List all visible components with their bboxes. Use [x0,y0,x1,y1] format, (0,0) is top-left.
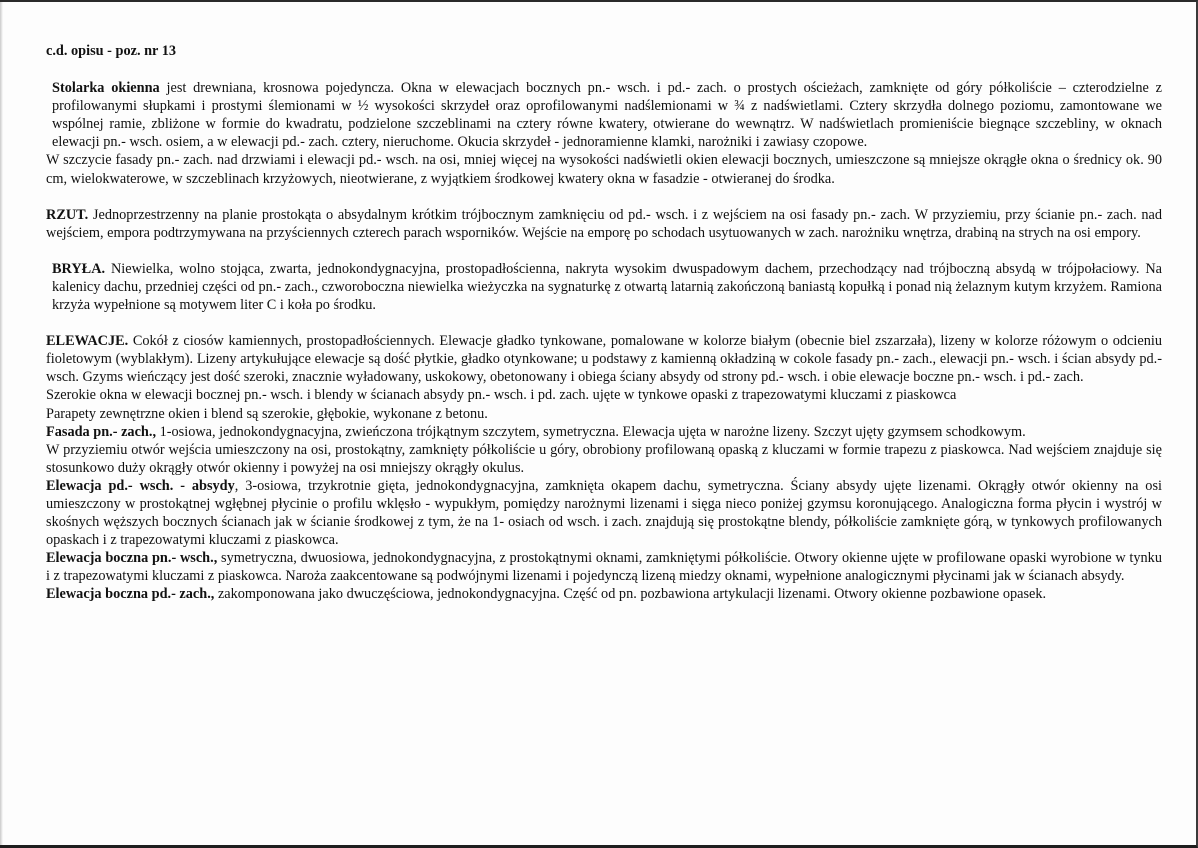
paragraph-fasada-wejscie: W przyziemiu otwór wejścia umieszczony na osi, prostokątny, zamknięty półkoliście u góry, obrobiony profilowaną opaską z kluczami w formie trapezu z piaskowca. Nad wejściem znajduje się stosunkowo duży okrągły otwór okienny i powyżej na osi mniejszy okrągły okulus. [46,441,1162,476]
paragraph-bryla-text: Niewielka, wolno stojąca, zwarta, jednokondygnacyjna, prostopadłościenna, nakryta wysokim dwuspadowym dachem, przechodzący nad trójboczną absydą w trójpołaciowy. Na kalenicy dachu, przedniej części od pn.- zach., czworoboczna niewielka wieżyczka na sygnaturkę z otwartą latarnią zakończoną baniastą kopułką i ponad nią żelaznym kutym krzyżem. Ramiona krzyża wypełnione są motywem liter C i koła po środku. [52,260,1162,314]
section-label-stolarka: Stolarka okienna [52,80,160,97]
page-title: c.d. opisu - poz. nr 13 [46,43,177,59]
subsection-label-fasada: Fasada pn.- zach., [46,423,157,440]
scan-edge-shadow [0,2,3,845]
paragraph-elewacja-pd-zach [46,585,1162,603]
paragraph-fasada [46,423,1162,441]
paragraph-elewacja-pd-wsch-text: , 3-osiowa, trzykrotnie gięta, jednokondygnacyjna, zamknięta okapem dachu, symetryczna. Ściany absydy ujęte lizenami. Okrągły otwór okienny na osi umieszczony w prostokątnej wgłębnej płycinie o profilu wklęsło - wypukłym, pomiędzy narożnymi lizenami i sięga nieco poniżej gzymsu koronującego. Analogiczna forma płycin i wystrój w skośnych węższych bocznych ścianach jak w ścianie środkowej z tym, że na 1- osiach od wsch. i zach. znajdują się prostokątne blendy, półkoliście zamknięte górą, w tynkowych profilowanych opaskach i z trapezowatymi kluczami z piaskowca. [46,477,1162,549]
paragraph-bryla [46,260,1162,314]
paragraph-stolarka-okna-okragle: W szczycie fasady pn.- zach. nad drzwiami i elewacji pd.- wsch. na osi, mniej więcej na wysokości nadświetli okien elewacji bocznych, umieszczone są mniejsze okrągłe okna o średnicy ok. 90 cm, wielokwaterowe, w szczeblinach krzyżowych, nieotwierane, z wyjątkiem środkowej kwatery okna w fasadzie - otwieranej do środka. [46,152,1162,187]
document-body [46,42,1162,604]
section-label-bryla: BRYŁA. [52,260,106,277]
paragraph-fasada-text: 1-osiowa, jednokondygnacyjna, zwieńczona trójkątnym szczytem, symetryczna. Elewacja ujęta w narożne lizeny. Szczyt ujęty gzymsem schodkowym. [156,423,1026,440]
paragraph-elewacja-pd-zach-text: zakomponowana jako dwuczęściowa, jednokondygnacyjna. Część od pn. pozbawiona artykulacji lizenami. Otwory okienne pozbawione opasek. [214,586,1047,603]
subsection-label-pd-wsch: Elewacja pd.- wsch. - absydy [46,477,235,494]
paragraph-elewacje-text: Cokół z ciosów kamiennych, prostopadłościennych. Elewacje gładko tynkowane, pomalowane w kolorze białym (obecnie biel zszarzała), lizeny w kolorze różowym o odcieniu fioletowym (wyblakłym). Lizeny artykułujące elewacje są dość płytkie, gładko otynkowane; u podstawy z kamienną okładziną w cokole fasady pn.- zach., elewacji pn.- wsch. i ścian absydy pd.- wsch. Gzyms wieńczący jest dość szeroki, znacznie wyładowany, uskokowy, obetonowany i obiega ściany absydy od strony pd.- wsch. i obie elewacje boczne pn.- wsch. i pd.- zach. [46,333,1162,386]
paragraph-elewacja-pd-wsch [46,477,1162,549]
paragraph-elewacja-pn-wsch [46,549,1162,585]
paragraph-stolarka [46,79,1162,151]
subsection-label-pn-wsch: Elewacja boczna pn.- wsch., [46,550,218,567]
paragraph-rzut-text: Jednoprzestrzenny na planie prostokąta o absydalnym krótkim trójbocznym zamknięciu od pd.- wsch. i z wejściem na osi fasady pn.- zach. W przyziemiu, przy ścianie pn.- zach. nad wejściem, empora podtrzymywana na przyściennych czterech parach wsporników. Wejście na emporę po schodach usytuowanych w zach. narożniku wnętrza, drabiną na strych na osi empory. [46,206,1162,241]
paragraph-stolarka-text: jest drewniana, krosnowa pojedyncza. Okna w elewacjach bocznych pn.- wsch. i pd.- zach. o prostych ościeżach, zamknięte od góry półkoliście – czterodzielne z profilowanymi słupkami i prostymi ślemionami w ½ wysokości skrzydeł oraz oprofilowanymi nadślemionami w ¾ z nadświetlami. Cztery skrzydła dolnego poziomu, zamontowane we wspólnej ramie, zbliżone w formie do kwadratu, podzielone szczeblinami na cztery równe kwatery, otwierane do wewnątrz. W nadświetlach promieniście biegnące szczebliny, w oknach elewacji pn.- wsch. osiem, a w elewacji pd.- zach. cztery, nieruchome. Okucia skrzydeł - jednoramienne klamki, narożniki i zawiasy czopowe. [52,80,1162,151]
section-label-rzut: RZUT. [46,206,89,223]
paragraph-elewacje-parapety: Parapety zewnętrzne okien i blend są szerokie, głębokie, wykonane z betonu. [46,405,488,422]
section-label-elewacje: ELEWACJE. [46,333,129,350]
paragraph-elewacje [46,332,1162,386]
subsection-label-pd-zach: Elewacja boczna pd.- zach., [46,586,215,603]
paragraph-elewacje-okna: Szerokie okna w elewacji bocznej pn.- wsch. i blendy w ścianach absydy pn.- wsch. i pd. zach. ujęte w tynkowe opaski z trapezowatymi kluczami z piaskowca [46,387,957,404]
paragraph-rzut [46,206,1162,242]
paragraph-elewacja-pn-wsch-text: symetryczna, dwuosiowa, jednokondygnacyjna, z prostokątnymi oknami, zamkniętymi półkoliście. Otwory okienne ujęte w profilowane opaski wyrobione w tynku i z trapezowatymi kluczami z piaskowca. Naroża zaakcentowane są podwójnymi lizenami i pojedynczą lizeną miedzy oknami, wypełnione analogicznymi płycinami jak w ścianach absydy. [46,550,1162,585]
